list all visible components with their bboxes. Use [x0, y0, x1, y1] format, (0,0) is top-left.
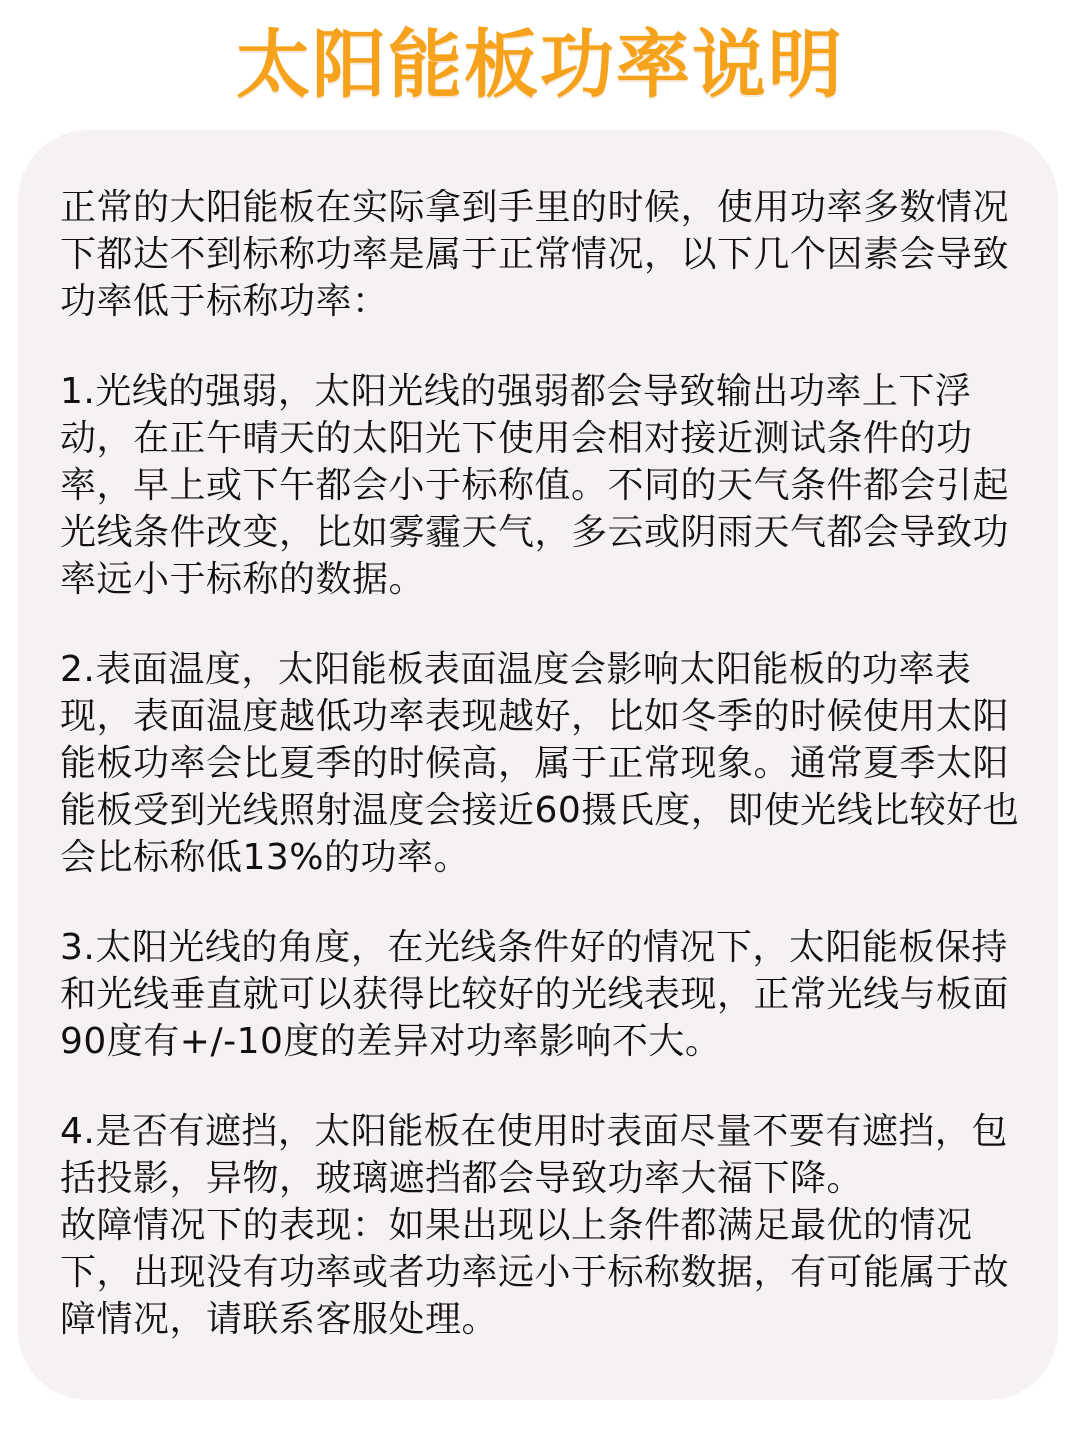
factor-sun-angle: 3.太阳光线的角度，在光线条件好的情况下，太阳能板保持和光线垂直就可以获得比较好的光线表现，正常光线与板面90度有+/-10度的差异对功率影响不大。 — [60, 927, 1010, 1062]
factor-shading: 4.是否有遮挡，太阳能板在使用时表面尽量不要有遮挡，包括投影，异物，玻璃遮挡都会导致功率大福下降。 — [60, 1111, 1008, 1199]
fault-paragraph: 故障情况下的表现：如果出现以上条件都满足最优的情况下，出现没有功率或者功率远小于标称数据，有可能属于故障情况，请联系客服处理。 — [60, 1205, 1010, 1340]
page-title: 太阳能板功率说明 — [236, 22, 844, 108]
content-card — [18, 130, 1058, 1400]
intro-paragraph: 正常的大阳能板在实际拿到手里的时候，使用功率多数情况下都达不到标称功率是属于正常情况，以下几个因素会导致功率低于标称功率： — [60, 187, 1010, 322]
factor-surface-temperature: 2.表面温度，太阳能板表面温度会影响太阳能板的功率表现，表面温度越低功率表现越好，比如冬季的时候使用太阳能板功率会比夏季的时候高，属于正常现象。通常夏季太阳能板受到光线照射温度会接近60摄氏度，即使光线比较好也会比标称低13%的功率。 — [60, 649, 1020, 878]
factor-light-strength: 1.光线的强弱，太阳光线的强弱都会导致输出功率上下浮动，在正午晴天的太阳光下使用会相对接近测试条件的功率，早上或下午都会小于标称值。不同的天气条件都会引起光线条件改变，比如雾霾天气，多云或阴雨天气都会导致功率远小于标称的数据。 — [60, 371, 1010, 600]
